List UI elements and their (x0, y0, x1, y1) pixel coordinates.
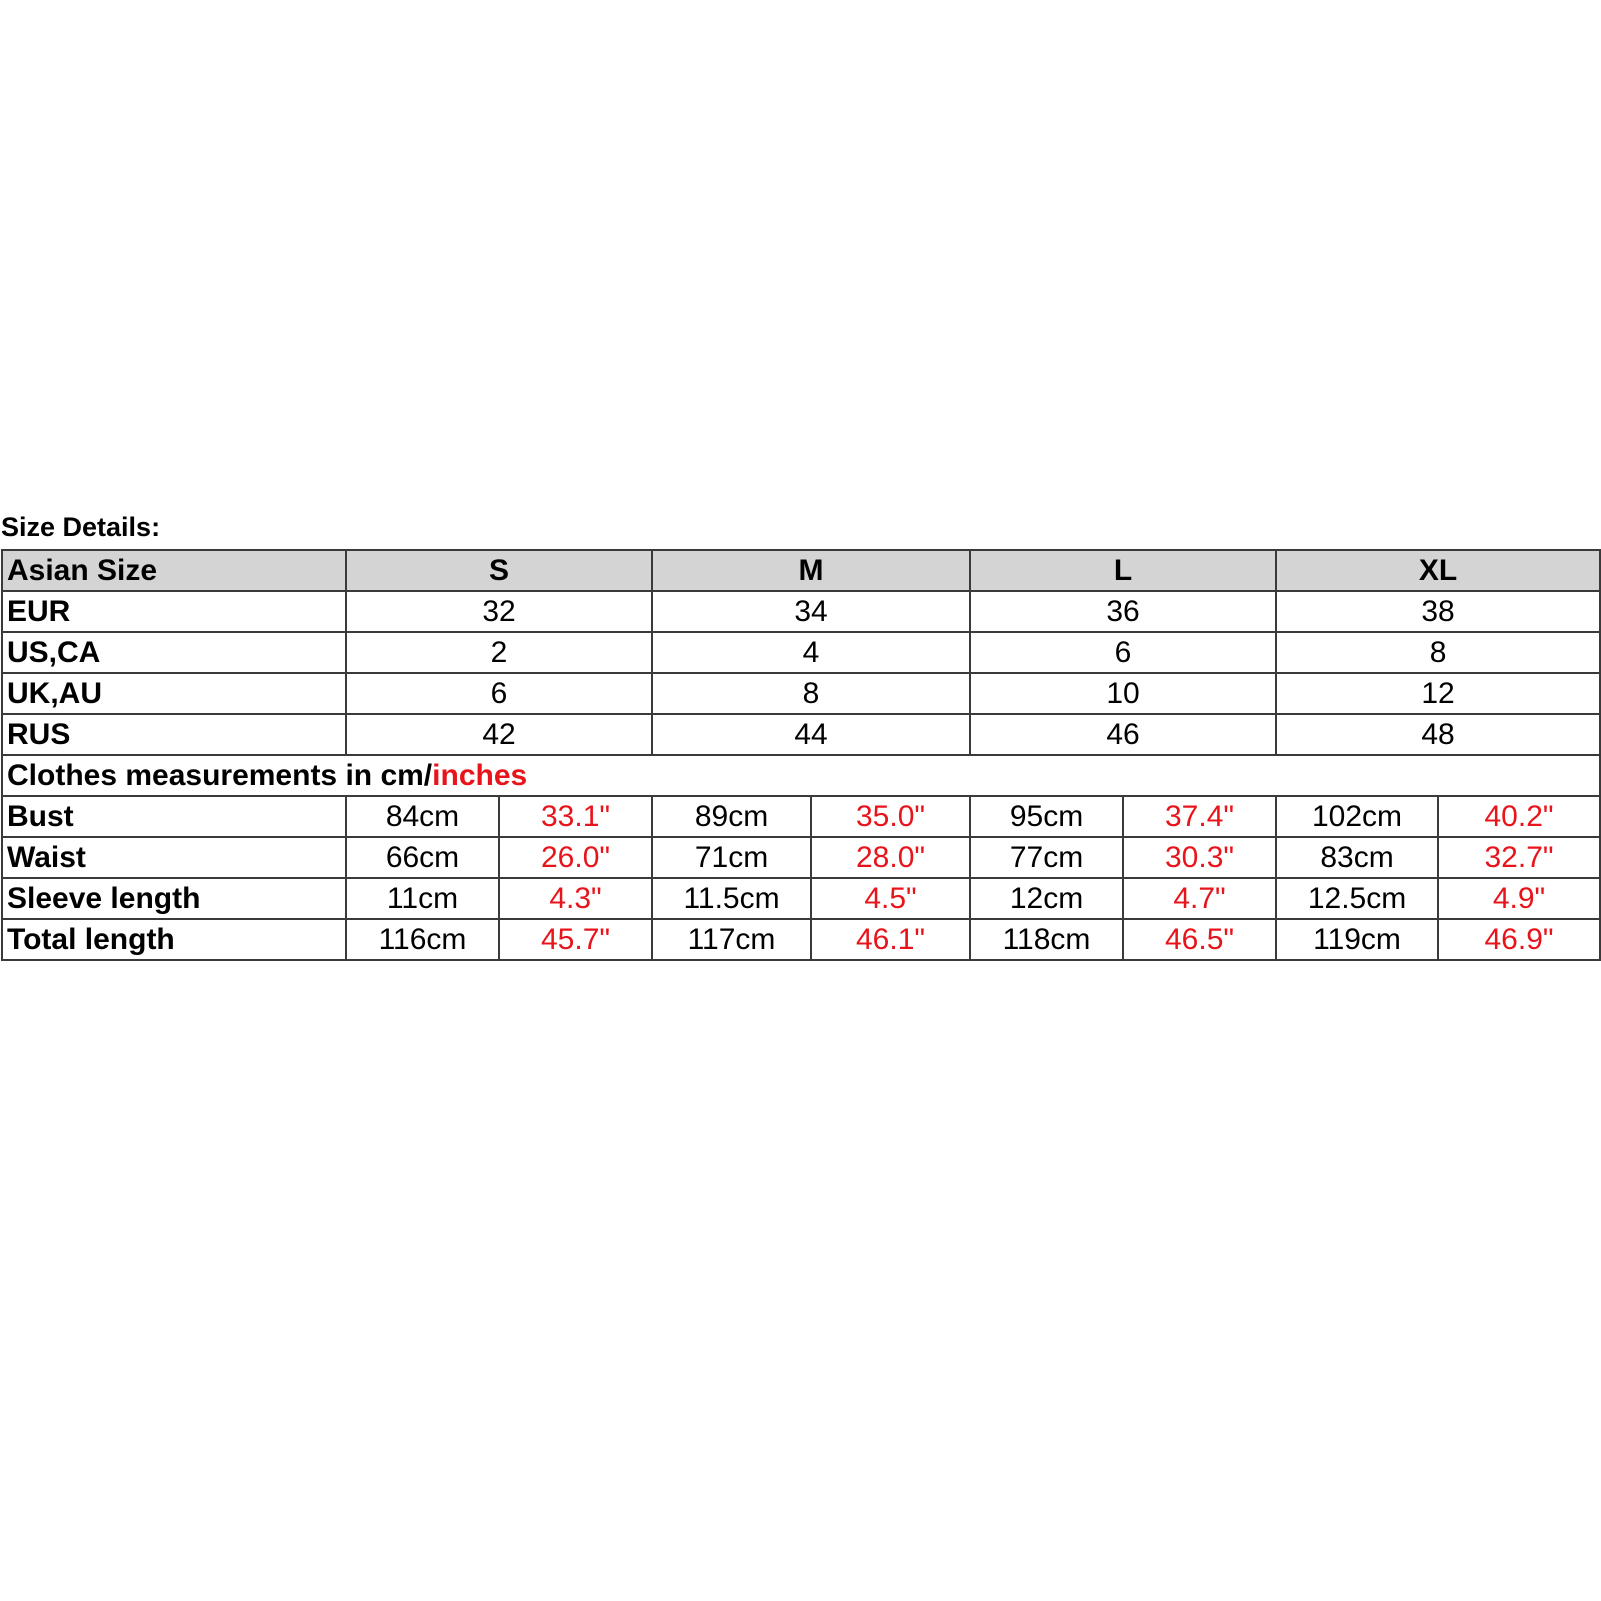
inch-cell: 46.5" (1123, 919, 1276, 960)
measurements-heading-row (2, 755, 1600, 796)
table-cell: 38 (1276, 591, 1600, 632)
size-header-l: L (970, 550, 1276, 591)
inch-cell: 26.0" (499, 837, 652, 878)
cm-cell: 117cm (652, 919, 811, 960)
page-title: Size Details: (1, 512, 161, 542)
cm-cell: 116cm (346, 919, 499, 960)
table-cell: 42 (346, 714, 652, 755)
measurements-heading-prefix: Clothes measurements in cm/ (7, 759, 433, 792)
inch-cell: 4.3" (499, 878, 652, 919)
table-row-eur (2, 591, 1600, 632)
table-row-waist (2, 837, 1600, 878)
cm-cell: 77cm (970, 837, 1123, 878)
size-header-m: M (652, 550, 970, 591)
table-cell: 8 (1276, 632, 1600, 673)
inch-cell: 37.4" (1123, 796, 1276, 837)
asian-size-label: Asian Size (2, 550, 346, 591)
inch-cell: 46.9" (1438, 919, 1600, 960)
row-label: US,CA (2, 632, 346, 673)
cm-cell: 11cm (346, 878, 499, 919)
cm-cell: 84cm (346, 796, 499, 837)
cm-cell: 89cm (652, 796, 811, 837)
inch-cell: 40.2" (1438, 796, 1600, 837)
inch-cell: 30.3" (1123, 837, 1276, 878)
row-label: Sleeve length (2, 878, 346, 919)
cm-cell: 66cm (346, 837, 499, 878)
header-row (2, 550, 1600, 591)
table-row-sleeve-length (2, 878, 1600, 919)
inch-cell: 4.5" (811, 878, 970, 919)
table-cell: 36 (970, 591, 1276, 632)
row-label: Waist (2, 837, 346, 878)
inch-cell: 35.0" (811, 796, 970, 837)
cm-cell: 119cm (1276, 919, 1438, 960)
row-label: UK,AU (2, 673, 346, 714)
cm-cell: 11.5cm (652, 878, 811, 919)
inch-cell: 46.1" (811, 919, 970, 960)
table-row-rus (2, 714, 1600, 755)
table-cell: 34 (652, 591, 970, 632)
table-cell: 32 (346, 591, 652, 632)
row-label: Bust (2, 796, 346, 837)
inch-cell: 32.7" (1438, 837, 1600, 878)
cm-cell: 102cm (1276, 796, 1438, 837)
inch-cell: 28.0" (811, 837, 970, 878)
table-cell: 8 (652, 673, 970, 714)
row-label: Total length (2, 919, 346, 960)
size-header-xl: XL (1276, 550, 1600, 591)
cm-cell: 95cm (970, 796, 1123, 837)
table-row-us-ca (2, 632, 1600, 673)
table-cell: 10 (970, 673, 1276, 714)
table-cell: 6 (346, 673, 652, 714)
table-row-uk-au (2, 673, 1600, 714)
inch-cell: 4.9" (1438, 878, 1600, 919)
row-label: EUR (2, 591, 346, 632)
measurements-heading (2, 755, 1600, 796)
table-row-total-length (2, 919, 1600, 960)
inch-cell: 4.7" (1123, 878, 1276, 919)
table-cell: 46 (970, 714, 1276, 755)
cm-cell: 71cm (652, 837, 811, 878)
cm-cell: 12.5cm (1276, 878, 1438, 919)
table-cell: 12 (1276, 673, 1600, 714)
table-cell: 44 (652, 714, 970, 755)
size-chart-table (1, 549, 1601, 961)
table-cell: 48 (1276, 714, 1600, 755)
measurements-heading-inches: inches (432, 759, 528, 792)
table-cell: 6 (970, 632, 1276, 673)
table-cell: 4 (652, 632, 970, 673)
cm-cell: 12cm (970, 878, 1123, 919)
table-cell: 2 (346, 632, 652, 673)
inch-cell: 45.7" (499, 919, 652, 960)
cm-cell: 83cm (1276, 837, 1438, 878)
table-row-bust (2, 796, 1600, 837)
cm-cell: 118cm (970, 919, 1123, 960)
inch-cell: 33.1" (499, 796, 652, 837)
row-label: RUS (2, 714, 346, 755)
size-header-s: S (346, 550, 652, 591)
